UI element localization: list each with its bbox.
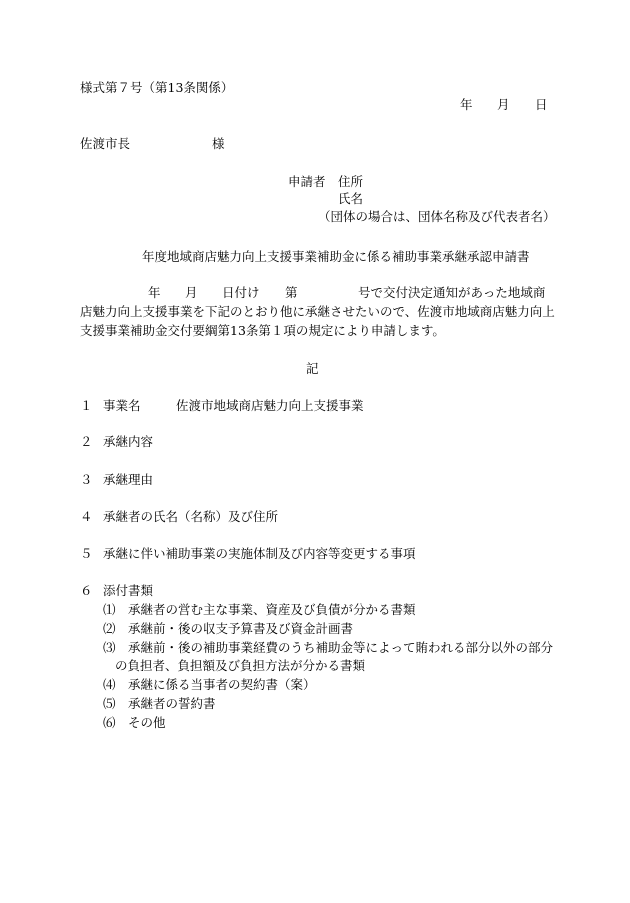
date-month-label: 月 [497,97,510,112]
item-4-label: 承継者の氏名（名称）及び住所 [103,509,279,524]
date-day-label: 日 [535,97,548,112]
addressee-honorific: 様 [212,136,225,151]
body-year: 年 [148,285,161,300]
attachment-6-text: その他 [128,715,166,730]
item-1-num: １ [80,398,93,413]
item-2-num: ２ [80,434,93,449]
addressee-name: 佐渡市長 [80,136,131,151]
attachment-2-text: 承継前・後の収支予算書及び資金計画書 [128,621,354,636]
attachment-3-cont: の負担者、負担額及び負担方法が分かる書類 [115,658,366,673]
item-3-num: ３ [80,472,93,487]
item-5-num: ５ [80,546,93,561]
item-2-label: 承継内容 [103,434,154,449]
applicant-note: （団体の場合は、団体名称及び代表者名） [318,209,556,224]
body-line1: 号で交付決定通知があった地域商 [358,285,546,300]
form-id: 様式第７号（第13条関係） [80,80,234,95]
date-year-label: 年 [460,97,473,112]
attachment-4-text: 承継に係る当事者の契約書（案） [128,677,316,692]
attachment-2-num: ⑵ [103,621,116,636]
attachment-1-text: 承継者の営む主な事業、資産及び負債が分かる書類 [128,602,416,617]
applicant-label: 申請者 [288,174,326,189]
applicant-name-label: 氏名 [338,191,364,206]
item-6-num: ６ [80,583,93,598]
item-5-label: 承継に伴い補助事業の実施体制及び内容等変更する事項 [103,546,416,561]
body-no-prefix: 第 [285,285,298,300]
attachment-6-num: ⑹ [103,715,116,730]
attachment-3-num: ⑶ [103,640,116,655]
item-1-value: 佐渡市地域商店魅力向上支援事業 [176,398,364,413]
attachment-5-num: ⑸ [103,696,116,711]
attachment-3-text: 承継前・後の補助事業経費のうち補助金等によって賄われる部分以外の部分 [128,640,554,655]
attachment-1-num: ⑴ [103,602,116,617]
body-month: 月 [185,285,198,300]
body-line3: 支援事業補助金交付要綱第13条第１項の規定により申請します。 [80,323,445,338]
item-1-label: 事業名 [103,398,141,413]
applicant-address-label: 住所 [338,174,364,189]
item-4-num: ４ [80,509,93,524]
attachment-5-text: 承継者の誓約書 [128,696,216,711]
body-line2: 店魅力向上支援事業を下記のとおり他に承継させたいので、佐渡市地域商店魅力向上 [80,304,555,319]
body-dated: 日付け [222,285,260,300]
attachment-4-num: ⑷ [103,677,116,692]
item-6-label: 添付書類 [103,583,154,598]
item-3-label: 承継理由 [103,472,154,487]
document-title: 年度地域商店魅力向上支援事業補助金に係る補助事業承継承認申請書 [142,249,530,264]
ki-heading: 記 [306,361,319,376]
